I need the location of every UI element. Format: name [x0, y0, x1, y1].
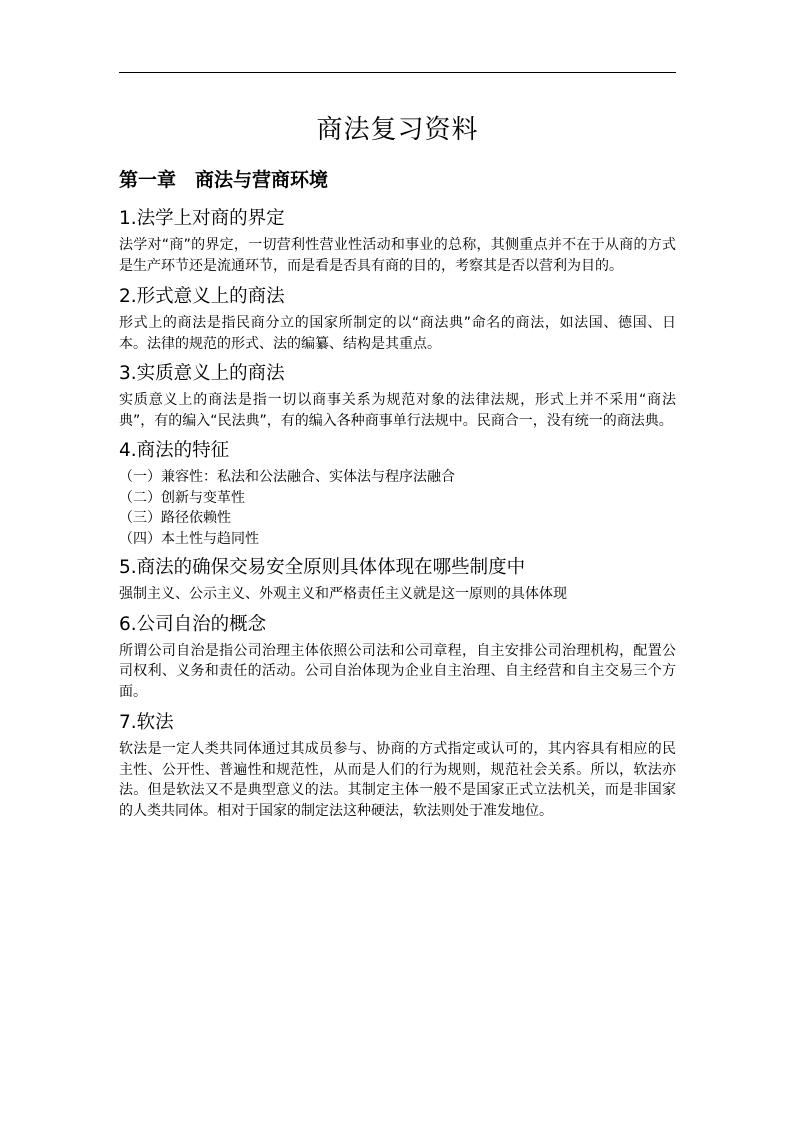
section-heading: 7.软法 [119, 712, 174, 733]
section-paragraph: 所谓公司自治是指公司治理主体依照公司法和公司章程，自主安排公司治理机构，配置公司权利、义务和责任的活动。公司自治体现为企业自主治理、自主经营和自主交易三个方面。 [119, 642, 676, 700]
chapter-heading: 第一章 商法与营商环境 [119, 169, 329, 191]
list-item: （三）路径依赖性 [119, 510, 231, 526]
list-item: （二）创新与变革性 [119, 489, 245, 506]
section-6 [119, 611, 676, 703]
section-2 [119, 283, 676, 354]
section-heading: 3.实质意义上的商法 [119, 363, 285, 384]
section-4 [119, 437, 676, 549]
section-heading: 1.法学上对商的界定 [119, 208, 285, 229]
section-paragraph: 法学对“商”的界定，一切营利性营业性活动和事业的总称，其侧重点并不在于从商的方式是生产环节还是流通环节，而是看是否具有商的目的，考察其是否以营利为目的。 [119, 237, 676, 274]
section-5 [119, 554, 676, 605]
list-item: （四）本土性与趋同性 [119, 530, 259, 547]
section-paragraph: 软法是一定人类共同体通过其成员参与、协商的方式指定或认可的，其内容具有相应的民主性、公开性、普遍性和规范性，从而是人们的行为规则，规范社会关系。所以，软法亦法。但是软法又不是典型意义的法。其制定主体一般不是国家正式立法机关，而是非国家的人类共同体。相对于国家的制定法这种硬法，软法则处于准发地位。 [119, 741, 676, 819]
section-paragraph: 实质意义上的商法是指一切以商事关系为规范对象的法律法规，形式上并不采用“商法典”，有的编入“民法典”，有的编入各种商事单行法规中。民商合一，没有统一的商法典。 [119, 392, 676, 429]
section-heading: 5.商法的确保交易安全原则具体体现在哪些制度中 [119, 557, 526, 578]
section-1 [119, 205, 676, 276]
feature-list [119, 467, 676, 549]
section-7 [119, 709, 676, 821]
section-heading: 2.形式意义上的商法 [119, 286, 285, 307]
document-body [119, 108, 676, 821]
section-3 [119, 360, 676, 431]
section-heading: 4.商法的特征 [119, 440, 230, 461]
section-heading: 6.公司自治的概念 [119, 613, 267, 635]
document-title: 商法复习资料 [316, 115, 479, 145]
section-paragraph: 形式上的商法是指民商分立的国家所制定的以“商法典”命名的商法，如法国、德国、日本。法律的规范的形式、法的编纂、结构是其重点。 [119, 315, 676, 352]
list-item: （一）兼容性：私法和公法融合、实体法与程序法融合 [119, 469, 455, 485]
header-rule [119, 72, 676, 73]
section-paragraph: 强制主义、公示主义、外观主义和严格责任主义就是这一原则的具体体现 [119, 586, 567, 602]
